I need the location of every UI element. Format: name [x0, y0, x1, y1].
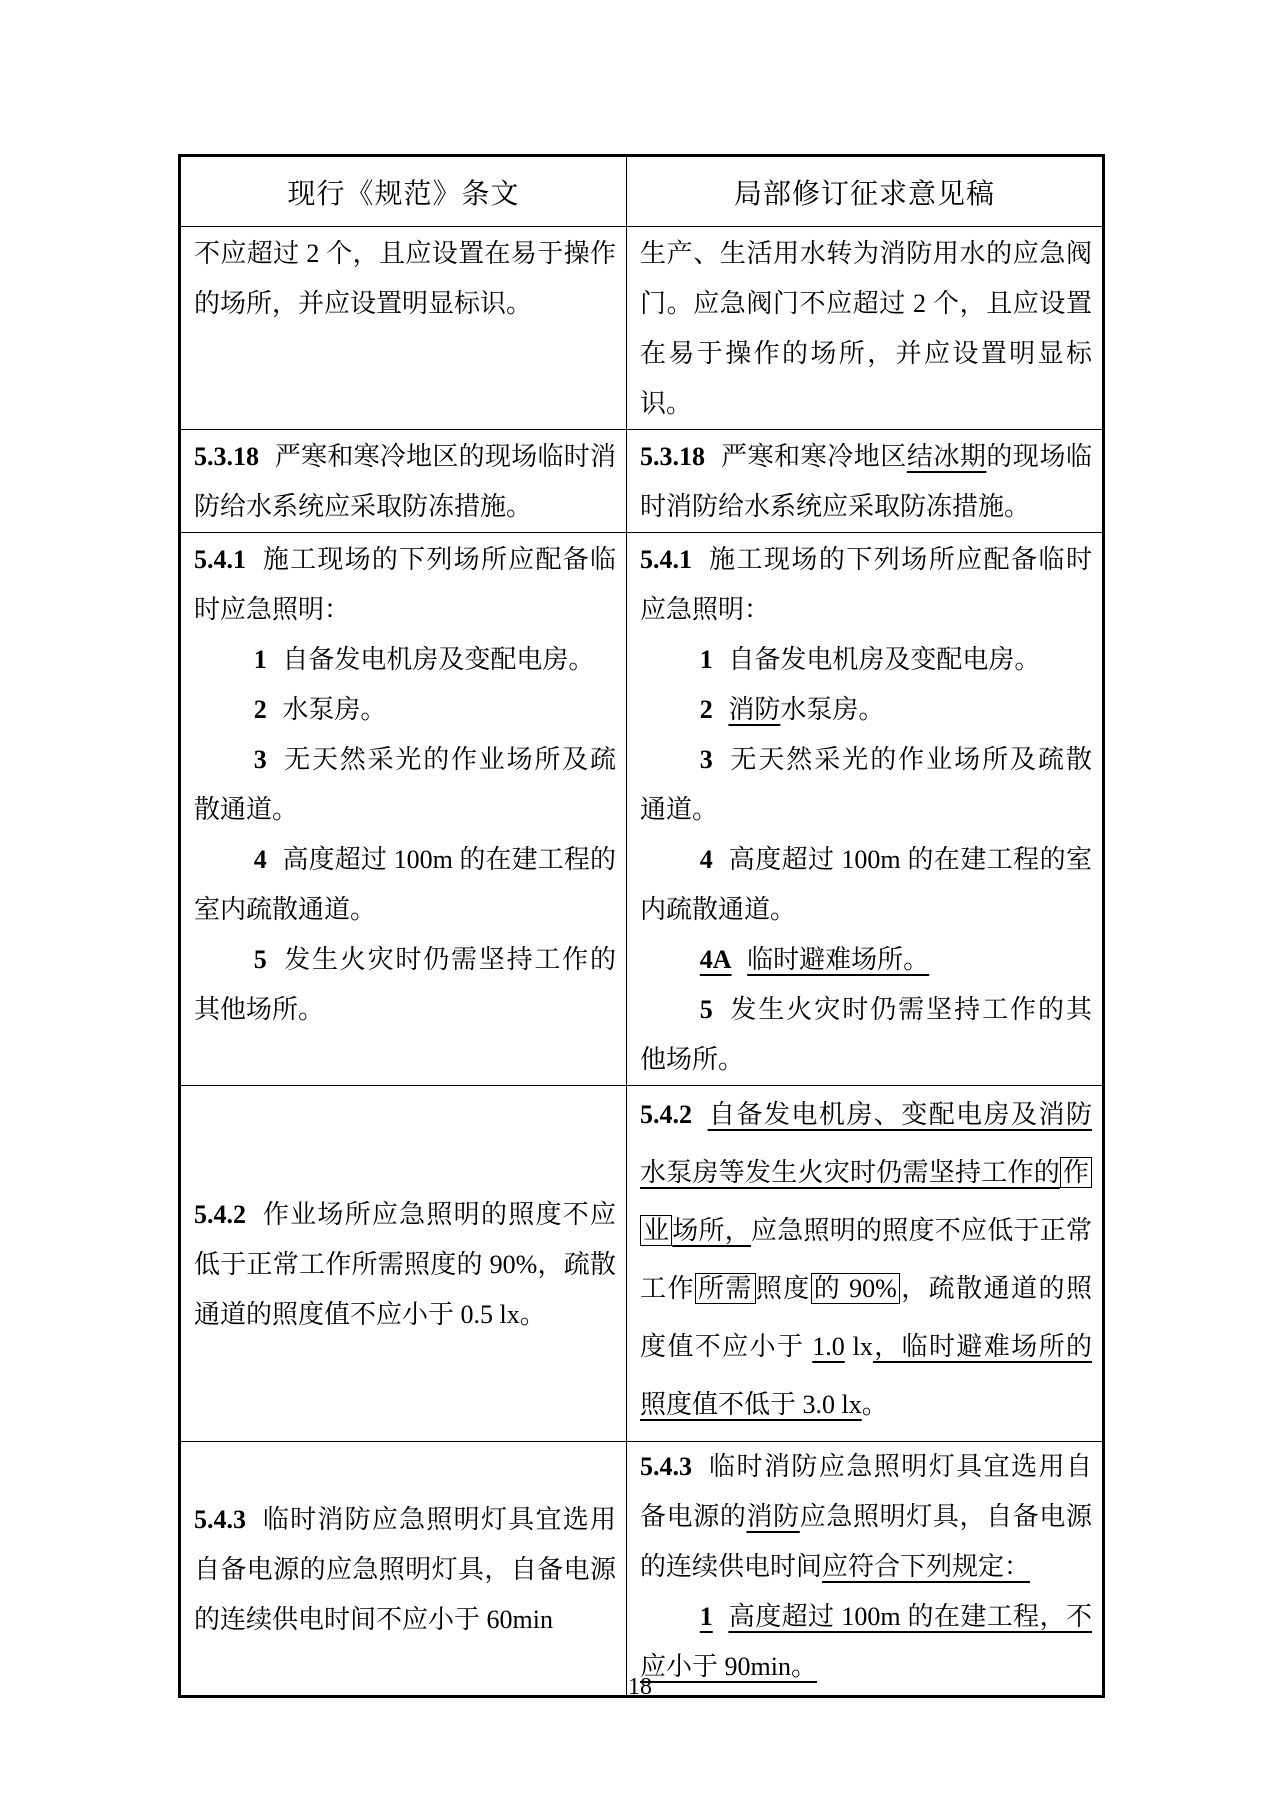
text-run: 生产、生活用水转为消防用水的应急阀门。应急阀门不应超过 2 个，且应设置在易于操作的场所，并应设置明显标识。 — [640, 239, 1092, 418]
revision-underlined-text: 1.0 — [812, 1332, 845, 1361]
text-run: 5.4.1 — [194, 545, 246, 574]
paragraph — [194, 432, 616, 532]
paragraph — [194, 935, 616, 1035]
paragraph — [640, 935, 1092, 985]
text-run: 5.4.3 — [640, 1452, 692, 1481]
revision-underlined-text: ，临时避难场所的照度值不低于 3.0 lx — [640, 1332, 1092, 1419]
text-run: 3 — [699, 745, 713, 774]
table-row — [180, 1442, 1104, 1697]
text-run: 发生火灾时仍需坚持工作的其他场所。 — [640, 995, 1092, 1074]
table-row — [180, 1086, 1104, 1442]
paragraph — [640, 432, 1092, 532]
paragraph — [194, 685, 616, 735]
text-run: 4 — [253, 845, 267, 874]
text-run: 高度超过 100m 的在建工程的室内疏散通道。 — [640, 845, 1092, 924]
cell-current-code — [180, 227, 627, 430]
revision-underlined-text: 消防 — [746, 1502, 800, 1531]
text-run: 发生火灾时仍需坚持工作的其他场所。 — [194, 945, 616, 1024]
text-run: 1 — [253, 645, 267, 674]
text-run: 5 — [253, 945, 267, 974]
cell-revision-draft — [627, 227, 1104, 430]
table-row — [180, 227, 1104, 430]
revision-underlined-text: 自备发电机房、变配电房及消防水泵房等发生火灾时仍需坚持工作的 — [640, 1100, 1092, 1187]
revision-underlined-text: 高度超过 100m 的在建工程，不应小于 90min。 — [640, 1602, 1092, 1681]
text-run: 临时消防应急照明灯具宜选用自备电源的 — [640, 1452, 1092, 1531]
text-run: 严寒和寒冷地区的现场临时消防给水系统应采取防冻措施。 — [194, 442, 616, 521]
text-run: 不应超过 2 个，且应设置在易于操作的场所，并应设置明显标识。 — [194, 239, 616, 318]
paragraph — [640, 635, 1092, 685]
paragraph — [194, 835, 616, 935]
paragraph — [640, 535, 1092, 635]
text-run: 施工现场的下列场所应配备临时应急照明： — [640, 545, 1092, 624]
inserted-boxed-text: 的 90% — [811, 1273, 900, 1304]
text-run: 水泵房。 — [780, 695, 885, 724]
text-run: 应急照明灯具，自备电源的连续供电时间 — [640, 1502, 1092, 1581]
paragraph — [640, 685, 1092, 735]
paragraph — [640, 985, 1092, 1085]
text-run: 无天然采光的作业场所及疏散通道。 — [194, 745, 616, 824]
cell-current-code — [180, 1086, 627, 1442]
inserted-boxed-text: 所需 — [695, 1273, 756, 1304]
text-run: 水泵房。 — [282, 695, 387, 724]
paragraph — [194, 635, 616, 685]
revision-underlined-text: 临时避难场所。 — [747, 945, 930, 974]
text-run: 5.3.18 — [640, 442, 705, 471]
text-run: 5.3.18 — [194, 442, 259, 471]
text-run: 无天然采光的作业场所及疏散通道。 — [640, 745, 1092, 824]
text-run: 应急照明的照度不应低于正常工作 — [640, 1216, 1092, 1303]
text-run: 高度超过 100m 的在建工程的室内疏散通道。 — [194, 845, 616, 924]
text-run: 自备发电机房及变配电房。 — [728, 645, 1041, 674]
revision-underlined-text: 场所， — [672, 1216, 751, 1245]
revision-comparison-table — [178, 154, 1105, 1698]
cell-revision-draft — [627, 1086, 1104, 1442]
text-run: 的现场临时消防给水系统应采取防冻措施。 — [640, 442, 1092, 521]
cell-revision-draft — [627, 533, 1104, 1086]
paragraph — [194, 1495, 616, 1645]
text-run: 4 — [699, 845, 713, 874]
table-body — [180, 227, 1104, 1697]
table-row — [180, 533, 1104, 1086]
paragraph — [640, 735, 1092, 835]
header-current-code: 现行《规范》条文 — [180, 156, 627, 227]
paragraph — [640, 835, 1092, 935]
text-run: 2 — [699, 695, 713, 724]
revision-underlined-text: 消防 — [728, 695, 781, 724]
revision-underlined-text: 结冰期 — [906, 442, 987, 471]
cell-current-code — [180, 430, 627, 533]
text-run: 5.4.1 — [640, 545, 692, 574]
text-run: 。 — [861, 1390, 888, 1419]
text-run: 自备发电机房及变配电房。 — [282, 645, 595, 674]
header-revision-draft: 局部修订征求意见稿 — [627, 156, 1104, 227]
text-run: 临时消防应急照明灯具宜选用自备电源的应急照明灯具，自备电源的连续供电时间不应小于 60min — [194, 1504, 616, 1634]
revision-underlined-text: 1 — [699, 1602, 713, 1631]
text-run: 施工现场的下列场所应配备临时应急照明： — [194, 545, 616, 624]
text-run: 1 — [699, 645, 713, 674]
text-run: 5.4.3 — [194, 1504, 246, 1534]
text-run: 2 — [253, 695, 267, 724]
paragraph — [640, 229, 1092, 429]
header-row — [180, 156, 1104, 227]
paragraph — [194, 735, 616, 835]
cell-current-code — [180, 533, 627, 1086]
revision-underlined-text: 4A — [699, 945, 732, 974]
text-run: 作业场所应急照明的照度不应低于正常工作所需照度的 90%，疏散通道的照度值不应小于 0.5 lx。 — [194, 1199, 616, 1329]
paragraph — [194, 229, 616, 329]
cell-revision-draft — [627, 1442, 1104, 1697]
revision-underlined-text: 应符合下列规定： — [822, 1552, 1031, 1581]
paragraph — [640, 1442, 1092, 1592]
paragraph — [194, 1190, 616, 1340]
text-run: 5.4.2 — [640, 1100, 692, 1129]
text-run: 3 — [253, 745, 267, 774]
page-number: 18 — [628, 1674, 652, 1700]
text-run: 严寒和寒冷地区 — [720, 442, 907, 471]
text-run: 照度 — [755, 1274, 811, 1303]
text-run: lx — [844, 1332, 873, 1361]
paragraph — [640, 1086, 1092, 1434]
inserted-boxed-text: 作业 — [640, 1157, 1092, 1246]
cell-current-code — [180, 1442, 627, 1697]
text-run: 5 — [699, 995, 713, 1024]
table-row — [180, 430, 1104, 533]
paragraph — [194, 535, 616, 635]
text-run: ，疏散通道的照度值不应小于 — [640, 1274, 1092, 1361]
text-run: 5.4.2 — [194, 1199, 246, 1229]
cell-revision-draft — [627, 430, 1104, 533]
